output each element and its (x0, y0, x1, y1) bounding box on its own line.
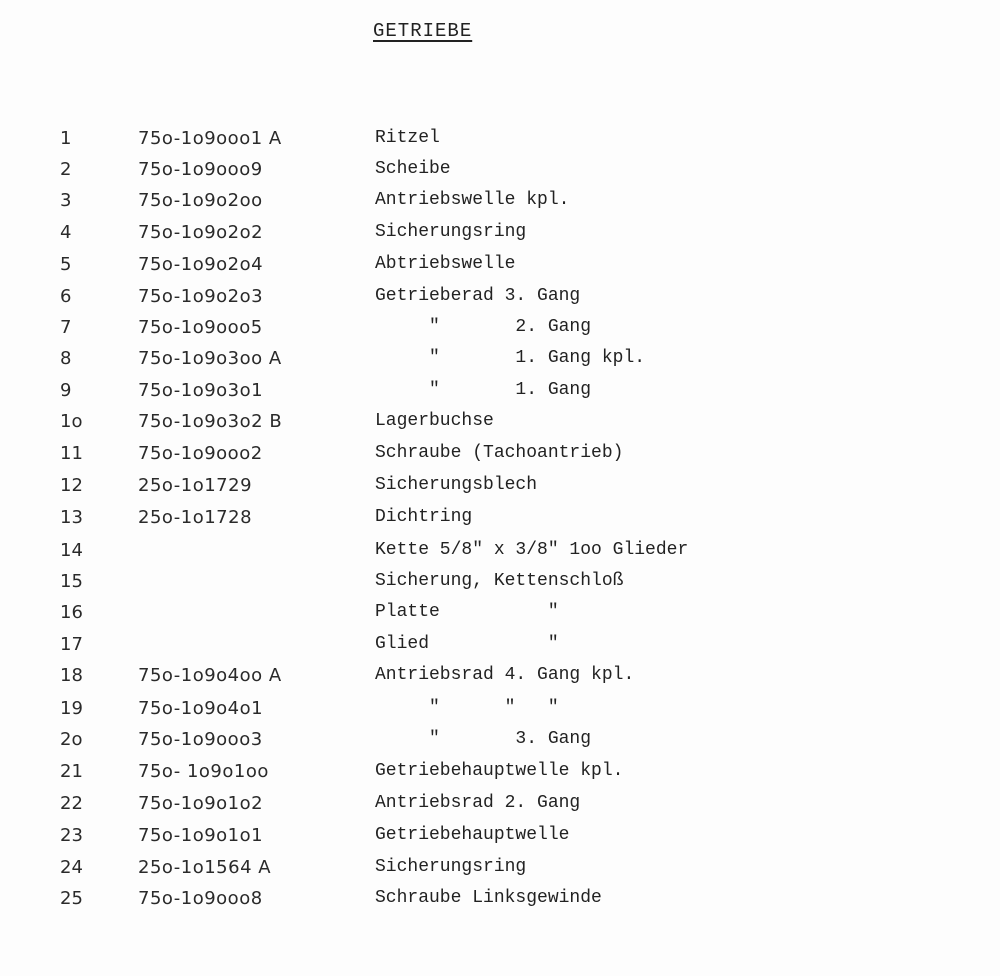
part-description: Kette 5/8" x 3/8" 1oo Glieder (375, 540, 689, 560)
part-description: " 3. Gang (375, 729, 592, 749)
item-number: 11 (60, 443, 83, 464)
part-description: Antriebswelle kpl. (375, 190, 570, 210)
part-number: 75o-1o9o2o2 (138, 222, 264, 243)
part-number: 75o-1o9o2o3 (138, 286, 264, 307)
list-item (0, 348, 1000, 372)
part-number: 75o-1o9ooo2 (138, 443, 263, 464)
item-number: 2o (60, 729, 83, 750)
part-number: 75o-1o9o2oo (138, 190, 263, 211)
part-description: Platte " (375, 602, 559, 622)
part-description: " 1. Gang (375, 380, 592, 400)
list-item (0, 411, 1000, 435)
item-number: 12 (60, 475, 83, 496)
item-number: 5 (60, 254, 72, 275)
part-description: Sicherungsring (375, 222, 527, 242)
part-description: Schraube (Tachoantrieb) (375, 443, 624, 463)
part-description: Ritzel (375, 128, 440, 148)
document-title: GETRIEBE (373, 20, 473, 42)
part-number: 75o-1o9ooo1 A (138, 128, 282, 149)
item-number: 4 (60, 222, 72, 243)
list-item (0, 729, 1000, 753)
part-number: 25o-1o1564 A (138, 857, 272, 878)
part-number: 75o-1o9o1o2 (138, 793, 264, 814)
item-number: 6 (60, 286, 72, 307)
item-number: 17 (60, 634, 83, 655)
item-number: 19 (60, 698, 83, 719)
list-item (0, 698, 1000, 722)
part-description: Antriebsrad 2. Gang (375, 793, 581, 813)
item-number: 1o (60, 411, 83, 432)
list-item (0, 857, 1000, 881)
list-item (0, 190, 1000, 214)
part-description: " 1. Gang kpl. (375, 348, 646, 368)
part-number: 75o-1o9ooo8 (138, 888, 263, 909)
list-item (0, 825, 1000, 849)
list-item (0, 286, 1000, 310)
list-item (0, 634, 1000, 658)
part-description: Scheibe (375, 159, 451, 179)
item-number: 9 (60, 380, 72, 401)
part-number: 25o-1o1728 (138, 507, 253, 528)
list-item (0, 888, 1000, 912)
item-number: 22 (60, 793, 83, 814)
part-number: 75o-1o9o3o2 B (138, 411, 283, 432)
list-item (0, 380, 1000, 404)
part-number: 75o-1o9ooo5 (138, 317, 263, 338)
list-item (0, 317, 1000, 341)
part-number: 75o- 1o9o1oo (138, 761, 269, 782)
item-number: 1 (60, 128, 72, 149)
part-description: " " " (375, 698, 559, 718)
part-description: Dichtring (375, 507, 473, 527)
part-number: 75o-1o9o1o1 (138, 825, 264, 846)
item-number: 25 (60, 888, 83, 909)
item-number: 14 (60, 540, 83, 561)
part-number: 75o-1o9o2o4 (138, 254, 264, 275)
part-number: 25o-1o1729 (138, 475, 253, 496)
item-number: 24 (60, 857, 83, 878)
part-number: 75o-1o9o4oo A (138, 665, 282, 686)
list-item (0, 761, 1000, 785)
part-number: 75o-1o9o3o1 (138, 380, 264, 401)
part-description: " 2. Gang (375, 317, 592, 337)
part-description: Sicherungsblech (375, 475, 538, 495)
part-description: Getriebehauptwelle kpl. (375, 761, 624, 781)
list-item (0, 128, 1000, 152)
item-number: 13 (60, 507, 83, 528)
part-number: 75o-1o9ooo3 (138, 729, 263, 750)
part-description: Sicherung, Kettenschloß (375, 571, 624, 591)
part-description: Getriebehauptwelle (375, 825, 570, 845)
item-number: 2 (60, 159, 72, 180)
item-number: 16 (60, 602, 83, 623)
item-number: 21 (60, 761, 83, 782)
part-number: 75o-1o9o3oo A (138, 348, 282, 369)
part-description: Lagerbuchse (375, 411, 494, 431)
part-description: Sicherungsring (375, 857, 527, 877)
list-item (0, 254, 1000, 278)
list-item (0, 665, 1000, 689)
list-item (0, 475, 1000, 499)
part-description: Abtriebswelle (375, 254, 516, 274)
part-description: Antriebsrad 4. Gang kpl. (375, 665, 635, 685)
item-number: 23 (60, 825, 83, 846)
part-description: Getrieberad 3. Gang (375, 286, 581, 306)
item-number: 3 (60, 190, 72, 211)
list-item (0, 443, 1000, 467)
part-description: Glied " (375, 634, 559, 654)
list-item (0, 507, 1000, 531)
item-number: 7 (60, 317, 72, 338)
item-number: 18 (60, 665, 83, 686)
list-item (0, 159, 1000, 183)
list-item (0, 222, 1000, 246)
item-number: 15 (60, 571, 83, 592)
item-number: 8 (60, 348, 72, 369)
part-number: 75o-1o9ooo9 (138, 159, 263, 180)
list-item (0, 793, 1000, 817)
list-item (0, 540, 1000, 564)
part-number: 75o-1o9o4o1 (138, 698, 264, 719)
list-item (0, 602, 1000, 626)
part-description: Schraube Linksgewinde (375, 888, 602, 908)
list-item (0, 571, 1000, 595)
